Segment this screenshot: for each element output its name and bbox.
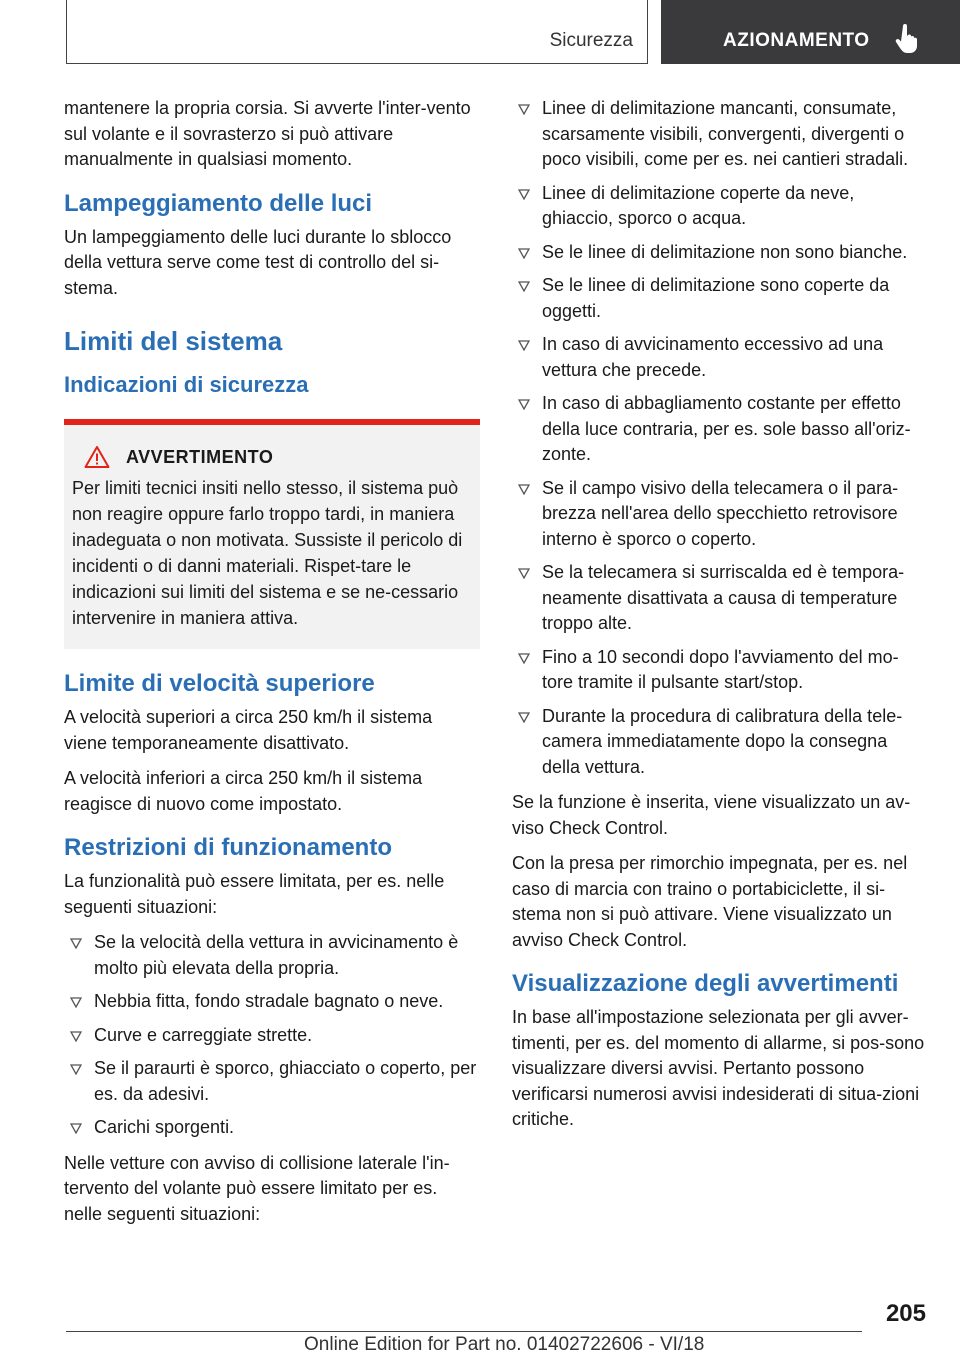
outro-paragraph: Nelle vetture con avviso di collisione laterale l'in-tervento del volante può essere limitato per es. nelle seguenti situazioni: [64,1152,450,1224]
bullet-triangle-icon [70,1123,82,1134]
bullet-triangle-icon [518,281,530,292]
list-item-text: Nebbia fitta, fondo stradale bagnato o neve. [94,991,444,1011]
warning-triangle-icon [84,445,110,469]
section-label: Sicurezza [549,30,633,51]
warning-title: AVVERTIMENTO [126,446,274,467]
list-item-text: Carichi sporgenti. [94,1117,235,1137]
bullet-triangle-icon [518,248,530,259]
heading-visualizzazione: Visualizzazione degli avvertimenti [512,970,899,997]
list-item [64,1023,480,1049]
list-item-text: In caso di abbagliamento costante per effetto della luce contraria, per es. sole basso all'oriz-zonte. [542,393,911,464]
list-item [512,181,928,232]
list-item-text: Durante la procedura di calibratura della tele-camera immediatamente dopo la consegna della vettura. [542,705,903,777]
visualizzazione-paragraph: In base all'impostazione selezionata per gli avver-timenti, per es. del momento di allarme, si pos-sono visualizzare diversi avvisi. Pertanto possono verificarsi numerosi avvisi indesiderati di situa-zioni critiche. [512,1007,925,1129]
list-item [64,1115,480,1141]
list-item-text: Curve e carreggiate strette. [94,1024,313,1045]
situazioni-list [512,96,928,780]
bullet-triangle-icon [70,997,82,1008]
bullet-triangle-icon [70,1064,82,1075]
bullet-triangle-icon [518,340,530,351]
list-item [512,391,928,468]
warning-text: Per limiti tecnici insiti nello stesso, il sistema può non reagire oppure farlo troppo tardi, in maniera inadeguata o non motivata. Sussiste il pericolo di incidenti o di danni materiali. Rispet-tare le indicazioni sui limiti del sistema e se ne-cessario intervenire in maniera attiva. [72,478,463,628]
bullet-triangle-icon [518,484,530,495]
bullet-triangle-icon [518,104,530,115]
header-section-tab [66,0,648,64]
list-item [512,273,928,324]
bullet-triangle-icon [518,568,530,579]
heading-indicazioni-sicurezza: Indicazioni di sicurezza [64,372,309,397]
list-item [512,332,928,383]
restrizioni-intro: La funzionalità può essere limitata, per es. nelle seguenti situazioni: [64,871,445,917]
list-item-text: Se le linee di delimitazione sono coperte da oggetti. [542,275,890,321]
footer-edition: Online Edition for Part no. 01402722606 - VI/18 [304,1334,705,1355]
list-item [512,704,928,781]
heading-limite-velocita: Limite di velocità superiore [64,670,375,697]
hand-pointer-icon [894,24,920,54]
bullet-triangle-icon [70,938,82,949]
list-item [512,240,928,266]
header-chapter-tab [661,0,960,64]
bullet-triangle-icon [518,399,530,410]
bullet-triangle-icon [518,189,530,200]
velocita-paragraph-1: A velocità superiori a circa 250 km/h il sistema viene temporaneamente disattivato. [64,707,433,753]
chapter-label: AZIONAMENTO [723,30,870,51]
velocita-paragraph-2: A velocità inferiori a circa 250 km/h il sistema reagisce di nuovo come impostato. [64,768,423,814]
page-number: 205 [885,1300,926,1327]
check-control-paragraph: Se la funzione è inserita, viene visualizzato un av-viso Check Control. [512,792,911,838]
list-item-text: Fino a 10 secondi dopo l'avviamento del mo-tore tramite il pulsante start/stop. [542,646,899,692]
list-item [64,1056,480,1107]
right-column [512,96,928,1143]
bullet-triangle-icon [70,1031,82,1042]
heading-limiti-sistema: Limiti del sistema [64,326,283,356]
list-item-text: In caso di avvicinamento eccessivo ad una vettura che precede. [542,334,884,380]
restrizioni-list [64,930,480,1141]
footer-divider [66,1331,862,1332]
list-item-text: Linee di delimitazione coperte da neve, ghiaccio, sporco o acqua. [542,182,855,228]
list-item [64,989,480,1015]
list-item [64,930,480,981]
warning-header [72,445,472,469]
list-item-text: Se la velocità della vettura in avvicinamento è molto più elevata della propria. [94,932,459,978]
list-item-text: Linee di delimitazione mancanti, consumate, scarsamente visibili, convergenti, divergenti o poco visibili, come per es. nei cantieri stradali. [542,98,909,169]
list-item [512,645,928,696]
list-item-text: Se il paraurti è sporco, ghiacciato o coperto, per es. da adesivi. [94,1058,477,1104]
list-item-text: Se la telecamera si surriscalda ed è tempora-neamente disattivata a causa di temperature troppo alte. [542,562,905,633]
list-item [512,96,928,173]
heading-restrizioni: Restrizioni di funzionamento [64,834,392,861]
list-item-text: Se il campo visivo della telecamera o il para-brezza nell'area dello specchietto retrovisore interno è sporco o coperto. [542,477,899,549]
bullet-triangle-icon [518,653,530,664]
rimorchio-paragraph: Con la presa per rimorchio impegnata, per es. nel caso di marcia con traino o portabiciclette, il si-stema non si può attivare. Viene visualizzato un avviso Check Control. [512,853,908,950]
list-item [512,476,928,553]
list-item-text: Se le linee di delimitazione non sono bianche. [542,241,908,262]
intro-paragraph: mantenere la propria corsia. Si avverte l'inter-vento sul volante e il sovrasterzo si può attivare manualmente in qualsiasi momento. [64,98,471,169]
bullet-triangle-icon [518,712,530,723]
heading-lampeggiamento: Lampeggiamento delle luci [64,189,373,217]
left-column [64,96,480,1237]
list-item [512,560,928,637]
lampeggiamento-paragraph: Un lampeggiamento delle luci durante lo sblocco della vettura serve come test di controllo del si-stema. [64,226,452,298]
warning-box [64,419,480,649]
